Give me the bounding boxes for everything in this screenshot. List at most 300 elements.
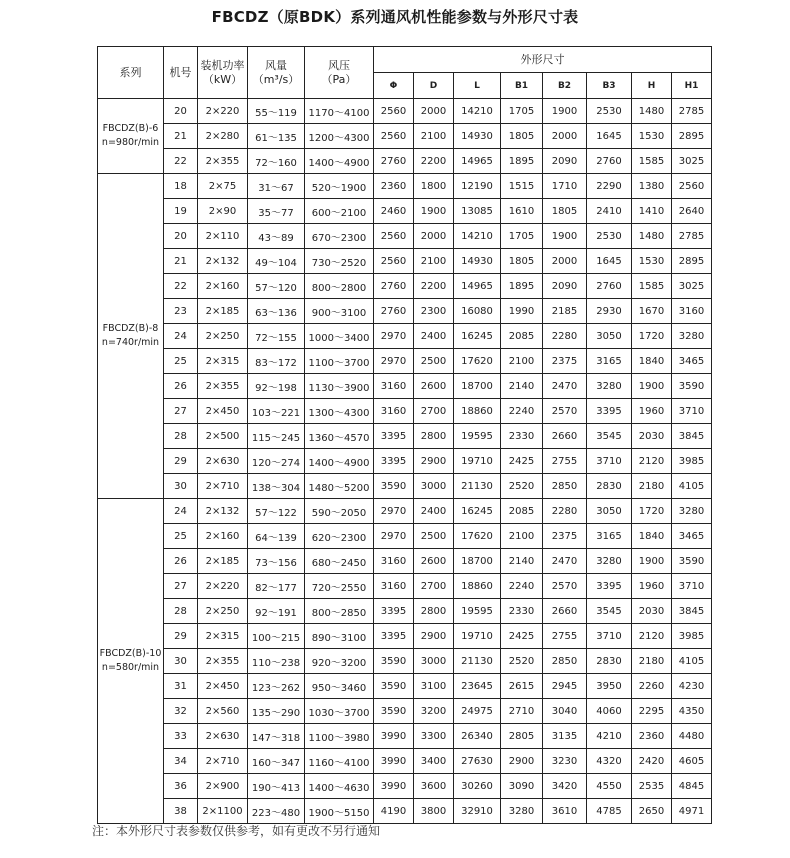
table-cell: 55～119 xyxy=(248,99,305,124)
table-cell: 2360 xyxy=(374,174,414,199)
table-cell: 92～198 xyxy=(248,374,305,399)
table-cell: 20 xyxy=(164,99,198,124)
table-cell: 1160～4100 xyxy=(305,749,374,774)
table-cell: 19595 xyxy=(454,424,501,449)
header-dim: Φ xyxy=(374,73,414,99)
table-row xyxy=(98,149,712,174)
table-cell: 2240 xyxy=(501,574,543,599)
table-cell: 2×630 xyxy=(198,724,248,749)
table-cell: 26 xyxy=(164,549,198,574)
table-cell: 2×250 xyxy=(198,324,248,349)
table-cell: 2560 xyxy=(374,224,414,249)
table-cell: 620～2300 xyxy=(305,524,374,549)
table-cell: 57～120 xyxy=(248,274,305,299)
footnote: 注：本外形尺寸表参数仅供参考，如有更改不另行通知 xyxy=(92,824,381,838)
table-cell: 1900 xyxy=(543,224,587,249)
table-cell: 3590 xyxy=(374,649,414,674)
table-cell: 1805 xyxy=(543,199,587,224)
table-cell: 3395 xyxy=(374,599,414,624)
table-cell: 30 xyxy=(164,474,198,499)
table-cell: 83～172 xyxy=(248,349,305,374)
table-cell: 2970 xyxy=(374,349,414,374)
table-cell: 2710 xyxy=(501,699,543,724)
table-cell: 3800 xyxy=(414,799,454,824)
table-cell: 3990 xyxy=(374,749,414,774)
table-cell: 2×132 xyxy=(198,249,248,274)
table-cell: 3465 xyxy=(672,349,712,374)
table-cell: 57～122 xyxy=(248,499,305,524)
table-cell: 21 xyxy=(164,249,198,274)
table-cell: 3990 xyxy=(374,774,414,799)
table-cell: 2×630 xyxy=(198,449,248,474)
table-cell: 35～77 xyxy=(248,199,305,224)
table-cell: 2×710 xyxy=(198,474,248,499)
table-row xyxy=(98,674,712,699)
table-cell: 3590 xyxy=(672,374,712,399)
table-cell: 20 xyxy=(164,224,198,249)
table-cell: 1900～5150 xyxy=(305,799,374,824)
table-cell: 900～3100 xyxy=(305,299,374,324)
table-cell: 115～245 xyxy=(248,424,305,449)
series-cell xyxy=(98,499,164,824)
header-dim: D xyxy=(414,73,454,99)
table-cell: 2895 xyxy=(672,249,712,274)
table-cell: 3710 xyxy=(672,574,712,599)
table-cell: 3200 xyxy=(414,699,454,724)
table-row xyxy=(98,474,712,499)
table-cell: 2×160 xyxy=(198,524,248,549)
table-cell: 1530 xyxy=(632,124,672,149)
series-cell xyxy=(98,174,164,499)
table-cell: 23645 xyxy=(454,674,501,699)
table-cell: 2260 xyxy=(632,674,672,699)
table-cell: 2295 xyxy=(632,699,672,724)
table-cell: 2×355 xyxy=(198,374,248,399)
table-cell: 2280 xyxy=(543,324,587,349)
table-cell: 4785 xyxy=(587,799,632,824)
table-cell: 1720 xyxy=(632,324,672,349)
table-cell: 4105 xyxy=(672,474,712,499)
table-cell: 16245 xyxy=(454,499,501,524)
table-cell: 4230 xyxy=(672,674,712,699)
table-cell: 223～480 xyxy=(248,799,305,824)
table-cell: 2×185 xyxy=(198,299,248,324)
table-cell: 4320 xyxy=(587,749,632,774)
table-cell: 2785 xyxy=(672,224,712,249)
table-cell: 2120 xyxy=(632,449,672,474)
table-cell: 2530 xyxy=(587,99,632,124)
table-cell: 3590 xyxy=(374,699,414,724)
table-cell: 92～191 xyxy=(248,599,305,624)
table-cell: 1900 xyxy=(543,99,587,124)
series-name: FBCDZ(B)-6 xyxy=(102,123,159,134)
table-cell: 2100 xyxy=(414,124,454,149)
table-cell: 2185 xyxy=(543,299,587,324)
table-cell: 18 xyxy=(164,174,198,199)
table-cell: 103～221 xyxy=(248,399,305,424)
table-cell: 950～3460 xyxy=(305,674,374,699)
table-cell: 2410 xyxy=(587,199,632,224)
table-row xyxy=(98,574,712,599)
table-cell: 26340 xyxy=(454,724,501,749)
table-cell: 2900 xyxy=(414,449,454,474)
table-cell: 82～177 xyxy=(248,574,305,599)
table-cell: 3590 xyxy=(672,549,712,574)
table-cell: 2000 xyxy=(414,224,454,249)
table-cell: 2470 xyxy=(543,549,587,574)
table-cell: 2180 xyxy=(632,649,672,674)
header-model: 机号 xyxy=(164,47,198,99)
table-cell: 590～2050 xyxy=(305,499,374,524)
table-cell: 33 xyxy=(164,724,198,749)
table-cell: 1895 xyxy=(501,274,543,299)
table-cell: 1990 xyxy=(501,299,543,324)
series-speed: n=740r/min xyxy=(101,337,160,348)
table-cell: 147～318 xyxy=(248,724,305,749)
table-cell: 1960 xyxy=(632,574,672,599)
table-cell: 3400 xyxy=(414,749,454,774)
table-row xyxy=(98,499,712,524)
table-cell: 2615 xyxy=(501,674,543,699)
table-cell: 3000 xyxy=(414,474,454,499)
table-cell: 2×450 xyxy=(198,674,248,699)
table-cell: 135～290 xyxy=(248,699,305,724)
series-name: FBCDZ(B)-10 xyxy=(99,648,162,659)
table-cell: 2140 xyxy=(501,374,543,399)
table-cell: 32910 xyxy=(454,799,501,824)
table-cell: 49～104 xyxy=(248,249,305,274)
table-cell: 1170～4100 xyxy=(305,99,374,124)
table-cell: 3160 xyxy=(374,399,414,424)
table-cell: 18860 xyxy=(454,399,501,424)
table-cell: 2140 xyxy=(501,549,543,574)
table-cell: 29 xyxy=(164,624,198,649)
table-cell: 2030 xyxy=(632,424,672,449)
table-cell: 1710 xyxy=(543,174,587,199)
table-cell: 4480 xyxy=(672,724,712,749)
series-name: FBCDZ(B)-8 xyxy=(102,323,159,334)
table-cell: 2760 xyxy=(587,149,632,174)
table-cell: 2500 xyxy=(414,349,454,374)
table-row xyxy=(98,399,712,424)
table-cell: 2360 xyxy=(632,724,672,749)
header-row xyxy=(98,47,712,73)
table-cell: 2970 xyxy=(374,524,414,549)
header-series: 系列 xyxy=(98,47,164,99)
table-cell: 2×1100 xyxy=(198,799,248,824)
table-row xyxy=(98,624,712,649)
table-cell: 3025 xyxy=(672,149,712,174)
table-cell: 18700 xyxy=(454,549,501,574)
table-cell: 2970 xyxy=(374,499,414,524)
table-cell: 32 xyxy=(164,699,198,724)
table-cell: 18700 xyxy=(454,374,501,399)
table-cell: 1895 xyxy=(501,149,543,174)
table-row xyxy=(98,124,712,149)
table-cell: 3160 xyxy=(374,549,414,574)
table-row xyxy=(98,374,712,399)
table-cell: 2100 xyxy=(414,249,454,274)
table-cell: 520～1900 xyxy=(305,174,374,199)
table-cell: 2470 xyxy=(543,374,587,399)
table-cell: 2×315 xyxy=(198,349,248,374)
table-cell: 21130 xyxy=(454,474,501,499)
table-cell: 3160 xyxy=(374,374,414,399)
table-cell: 3280 xyxy=(501,799,543,824)
header-pressure-unit: （Pa） xyxy=(321,72,357,86)
table-cell: 2180 xyxy=(632,474,672,499)
table-cell: 2×185 xyxy=(198,549,248,574)
table-row xyxy=(98,199,712,224)
series-cell xyxy=(98,99,164,174)
header-flow-unit: （m³/s） xyxy=(252,72,300,86)
table-cell: 30260 xyxy=(454,774,501,799)
table-cell: 123～262 xyxy=(248,674,305,699)
table-cell: 31 xyxy=(164,674,198,699)
header-dim: L xyxy=(454,73,501,99)
table-cell: 14210 xyxy=(454,224,501,249)
table-cell: 2560 xyxy=(374,124,414,149)
table-cell: 2×355 xyxy=(198,149,248,174)
table-cell: 2700 xyxy=(414,574,454,599)
table-cell: 2970 xyxy=(374,324,414,349)
header-power-label: 装机功率 xyxy=(200,58,245,72)
table-cell: 2535 xyxy=(632,774,672,799)
table-cell: 2755 xyxy=(543,624,587,649)
table-cell: 1705 xyxy=(501,99,543,124)
table-cell: 2760 xyxy=(374,274,414,299)
table-cell: 4350 xyxy=(672,699,712,724)
table-cell: 31～67 xyxy=(248,174,305,199)
table-cell: 4971 xyxy=(672,799,712,824)
table-cell: 23 xyxy=(164,299,198,324)
table-cell: 14930 xyxy=(454,249,501,274)
table-cell: 19710 xyxy=(454,449,501,474)
table-cell: 2×900 xyxy=(198,774,248,799)
series-speed: n=580r/min xyxy=(101,662,160,673)
table-cell: 3000 xyxy=(414,649,454,674)
table-cell: 3545 xyxy=(587,424,632,449)
table-cell: 2805 xyxy=(501,724,543,749)
table-cell: 3990 xyxy=(374,724,414,749)
table-cell: 2560 xyxy=(374,249,414,274)
table-cell: 1400～4630 xyxy=(305,774,374,799)
table-cell: 30 xyxy=(164,649,198,674)
table-cell: 1200～4300 xyxy=(305,124,374,149)
table-cell: 2400 xyxy=(414,499,454,524)
table-cell: 3395 xyxy=(374,449,414,474)
table-cell: 2×280 xyxy=(198,124,248,149)
table-cell: 1705 xyxy=(501,224,543,249)
table-cell: 3100 xyxy=(414,674,454,699)
table-cell: 800～2800 xyxy=(305,274,374,299)
table-cell: 800～2850 xyxy=(305,599,374,624)
table-cell: 4550 xyxy=(587,774,632,799)
table-cell: 43～89 xyxy=(248,224,305,249)
table-cell: 14210 xyxy=(454,99,501,124)
table-cell: 4105 xyxy=(672,649,712,674)
table-cell: 2800 xyxy=(414,599,454,624)
table-cell: 2375 xyxy=(543,349,587,374)
table-cell: 2830 xyxy=(587,649,632,674)
table-cell: 17620 xyxy=(454,524,501,549)
table-cell: 17620 xyxy=(454,349,501,374)
table-cell: 2420 xyxy=(632,749,672,774)
table-cell: 1585 xyxy=(632,274,672,299)
table-cell: 2900 xyxy=(414,624,454,649)
table-row xyxy=(98,299,712,324)
table-cell: 2660 xyxy=(543,424,587,449)
table-cell: 19710 xyxy=(454,624,501,649)
table-cell: 1900 xyxy=(632,549,672,574)
table-cell: 3710 xyxy=(672,399,712,424)
table-cell: 25 xyxy=(164,524,198,549)
table-cell: 1130～3900 xyxy=(305,374,374,399)
table-cell: 3845 xyxy=(672,599,712,624)
table-cell: 2×315 xyxy=(198,624,248,649)
table-cell: 138～304 xyxy=(248,474,305,499)
table-cell: 3420 xyxy=(543,774,587,799)
table-cell: 13085 xyxy=(454,199,501,224)
table-cell: 2375 xyxy=(543,524,587,549)
table-row xyxy=(98,249,712,274)
table-cell: 34 xyxy=(164,749,198,774)
table-cell: 2×220 xyxy=(198,574,248,599)
table-cell: 2×355 xyxy=(198,649,248,674)
table-cell: 3590 xyxy=(374,674,414,699)
table-cell: 1360～4570 xyxy=(305,424,374,449)
table-cell: 61～135 xyxy=(248,124,305,149)
table-cell: 2425 xyxy=(501,624,543,649)
table-cell: 2600 xyxy=(414,374,454,399)
table-row xyxy=(98,174,712,199)
spec-table xyxy=(97,46,712,824)
header-dim: H xyxy=(632,73,672,99)
table-cell: 64～139 xyxy=(248,524,305,549)
table-cell: 3050 xyxy=(587,324,632,349)
table-cell: 1400～4900 xyxy=(305,449,374,474)
table-cell: 2290 xyxy=(587,174,632,199)
header-dims-group: 外形尺寸 xyxy=(374,47,712,73)
table-cell: 3040 xyxy=(543,699,587,724)
table-cell: 3280 xyxy=(587,549,632,574)
table-cell: 2000 xyxy=(543,249,587,274)
table-cell: 3160 xyxy=(374,574,414,599)
table-cell: 110～238 xyxy=(248,649,305,674)
table-cell: 3280 xyxy=(672,324,712,349)
header-power xyxy=(198,47,248,99)
table-cell: 1480～5200 xyxy=(305,474,374,499)
table-cell: 2120 xyxy=(632,624,672,649)
table-cell: 920～3200 xyxy=(305,649,374,674)
table-cell: 3395 xyxy=(587,574,632,599)
table-cell: 2×500 xyxy=(198,424,248,449)
table-cell: 1410 xyxy=(632,199,672,224)
table-cell: 2400 xyxy=(414,324,454,349)
table-cell: 25 xyxy=(164,349,198,374)
table-cell: 2100 xyxy=(501,524,543,549)
table-cell: 12190 xyxy=(454,174,501,199)
table-cell: 4845 xyxy=(672,774,712,799)
table-cell: 2030 xyxy=(632,599,672,624)
table-cell: 1805 xyxy=(501,124,543,149)
table-cell: 2560 xyxy=(672,174,712,199)
table-cell: 120～274 xyxy=(248,449,305,474)
header-flow xyxy=(248,47,305,99)
table-cell: 670～2300 xyxy=(305,224,374,249)
table-cell: 730～2520 xyxy=(305,249,374,274)
table-cell: 2600 xyxy=(414,549,454,574)
header-dim: H1 xyxy=(672,73,712,99)
table-cell: 3090 xyxy=(501,774,543,799)
table-cell: 2850 xyxy=(543,649,587,674)
table-cell: 3395 xyxy=(374,424,414,449)
table-cell: 1840 xyxy=(632,524,672,549)
table-cell: 3950 xyxy=(587,674,632,699)
table-row xyxy=(98,599,712,624)
table-cell: 1900 xyxy=(632,374,672,399)
table-cell: 3160 xyxy=(672,299,712,324)
table-cell: 19595 xyxy=(454,599,501,624)
table-cell: 3300 xyxy=(414,724,454,749)
table-cell: 2100 xyxy=(501,349,543,374)
table-cell: 2×450 xyxy=(198,399,248,424)
table-cell: 1720 xyxy=(632,499,672,524)
table-cell: 2×90 xyxy=(198,199,248,224)
series-speed: n=980r/min xyxy=(101,137,160,148)
table-cell: 19 xyxy=(164,199,198,224)
table-cell: 3545 xyxy=(587,599,632,624)
table-cell: 2×160 xyxy=(198,274,248,299)
table-cell: 1805 xyxy=(501,249,543,274)
table-cell: 2085 xyxy=(501,499,543,524)
table-cell: 2650 xyxy=(632,799,672,824)
table-cell: 1380 xyxy=(632,174,672,199)
header-flow-label: 风量 xyxy=(265,58,287,72)
table-cell: 1840 xyxy=(632,349,672,374)
table-row xyxy=(98,524,712,549)
table-cell: 2500 xyxy=(414,524,454,549)
table-cell: 1000～3400 xyxy=(305,324,374,349)
table-cell: 2520 xyxy=(501,474,543,499)
table-row xyxy=(98,99,712,124)
header-dim: B1 xyxy=(501,73,543,99)
header-pressure xyxy=(305,47,374,99)
table-cell: 3025 xyxy=(672,274,712,299)
table-cell: 2850 xyxy=(543,474,587,499)
table-cell: 4190 xyxy=(374,799,414,824)
table-cell: 27630 xyxy=(454,749,501,774)
table-cell: 72～155 xyxy=(248,324,305,349)
table-cell: 2300 xyxy=(414,299,454,324)
table-row xyxy=(98,224,712,249)
table-cell: 2760 xyxy=(587,274,632,299)
table-cell: 3395 xyxy=(374,624,414,649)
table-cell: 2×220 xyxy=(198,99,248,124)
table-cell: 720～2550 xyxy=(305,574,374,599)
table-cell: 2460 xyxy=(374,199,414,224)
table-cell: 3050 xyxy=(587,499,632,524)
table-cell: 18860 xyxy=(454,574,501,599)
table-cell: 2280 xyxy=(543,499,587,524)
table-row xyxy=(98,449,712,474)
table-cell: 3845 xyxy=(672,424,712,449)
table-cell: 16080 xyxy=(454,299,501,324)
table-cell: 160～347 xyxy=(248,749,305,774)
table-cell: 22 xyxy=(164,274,198,299)
table-cell: 2085 xyxy=(501,324,543,349)
table-cell: 36 xyxy=(164,774,198,799)
